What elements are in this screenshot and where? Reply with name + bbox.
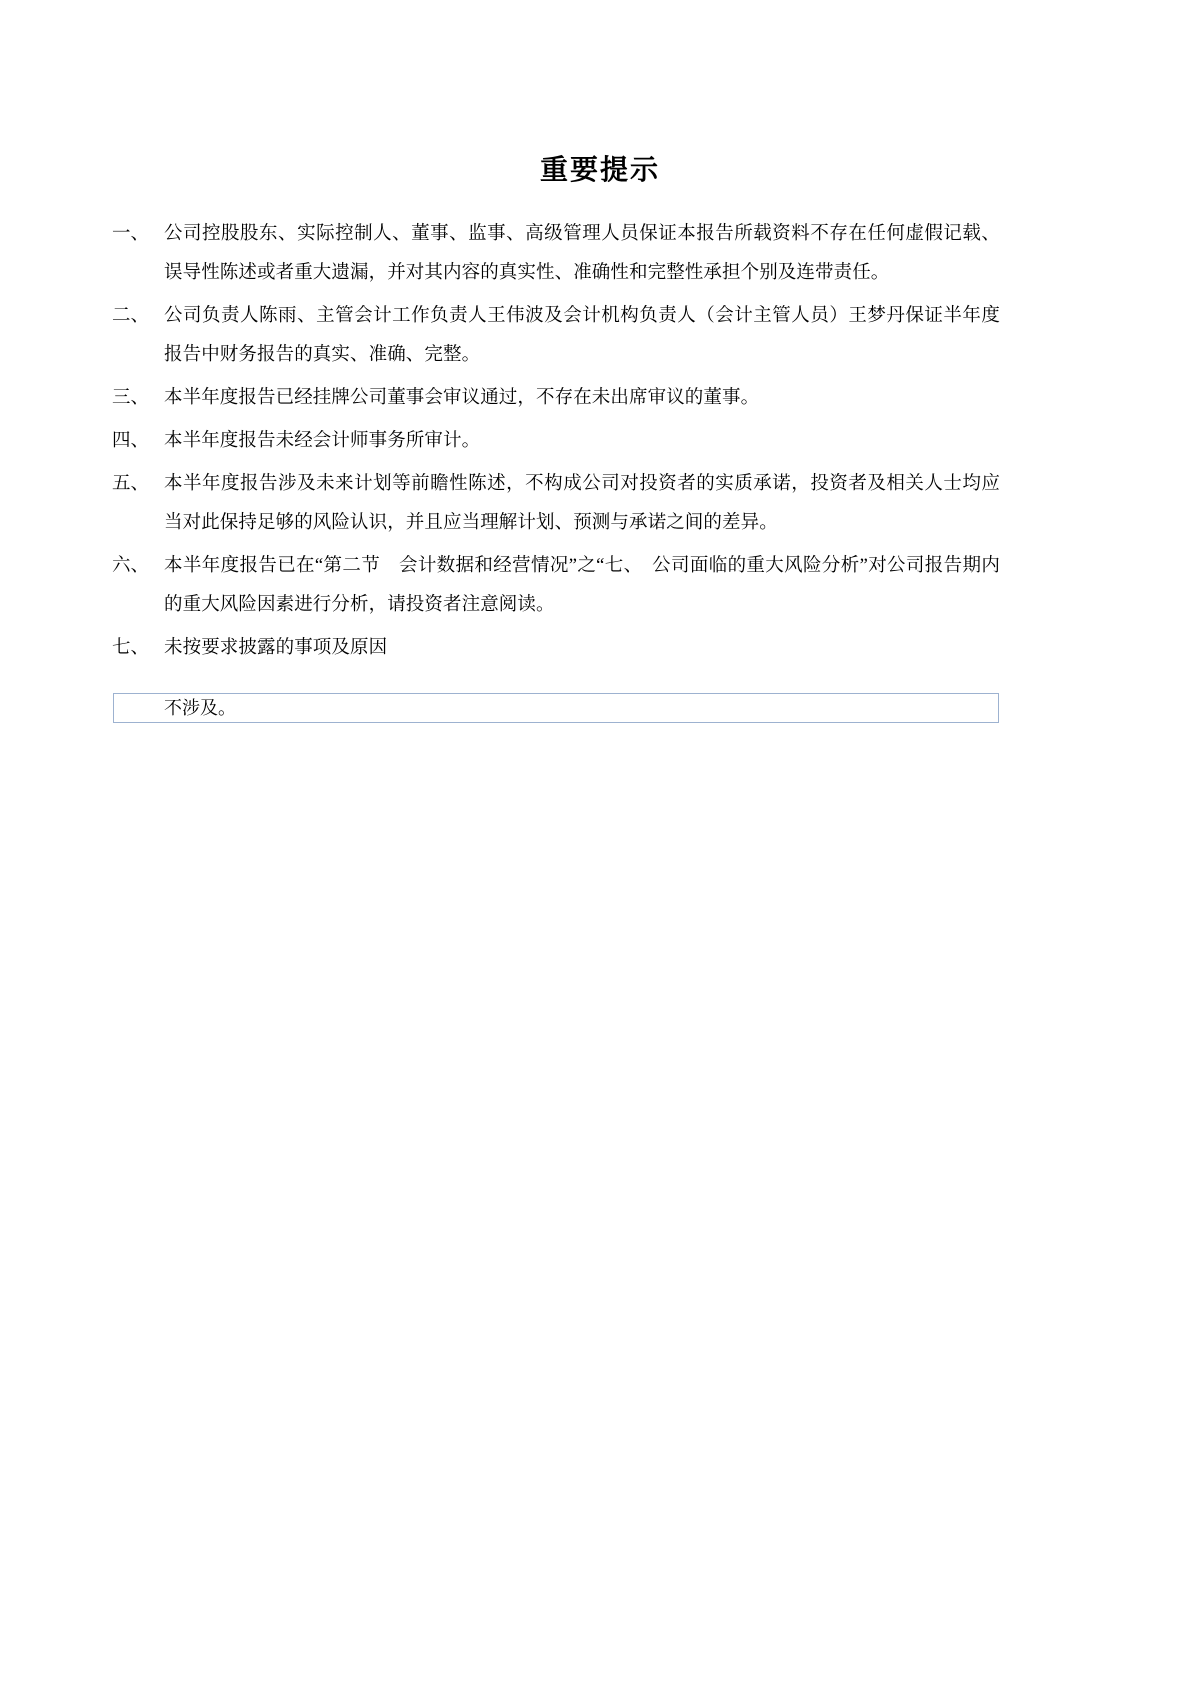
list-item-number: 一、 [112,224,150,244]
list-item-text: 本半年度报告未经会计师事务所审计。 [164,431,481,451]
list-item [112,379,1000,418]
list-item [112,547,1000,625]
list-item-text: 本半年度报告已经挂牌公司董事会审议通过，不存在未出席审议的董事。 [164,388,760,408]
page-title: 重要提示 [539,154,660,185]
list-item-text: 未按要求披露的事项及原因 [164,638,388,658]
list-item-number: 四、 [112,431,150,451]
list-item-number: 五、 [112,474,150,494]
list-item [112,629,1000,668]
undisclosed-matters-box [113,693,999,723]
list-item [112,297,1000,375]
list-item [112,215,1000,293]
list-item-text: 本半年度报告已在“第二节 会计数据和经营情况”之“七、 公司面临的重大风险分析”对公司报告期内的重大风险因素进行分析，请投资者注意阅读。 [164,556,1000,615]
list-item-number: 三、 [112,388,150,408]
list-item-number: 二、 [112,306,150,326]
list-item-number: 七、 [112,638,150,658]
list-item-text: 本半年度报告涉及未来计划等前瞻性陈述，不构成公司对投资者的实质承诺，投资者及相关人士均应当对此保持足够的风险认识，并且应当理解计划、预测与承诺之间的差异。 [164,474,1000,533]
list-item-text: 公司控股股东、实际控制人、董事、监事、高级管理人员保证本报告所载资料不存在任何虚假记载、误导性陈述或者重大遗漏，并对其内容的真实性、准确性和完整性承担个别及连带责任。 [164,224,1000,283]
list-item [112,422,1000,461]
undisclosed-matters-value: 不涉及。 [164,698,236,718]
list-item-number: 六、 [112,556,150,576]
list-item [112,465,1000,543]
list-item-text: 公司负责人陈雨、主管会计工作负责人王伟波及会计机构负责人（会计主管人员）王梦丹保证半年度报告中财务报告的真实、准确、完整。 [164,306,1000,365]
important-notice-list [112,215,1000,672]
